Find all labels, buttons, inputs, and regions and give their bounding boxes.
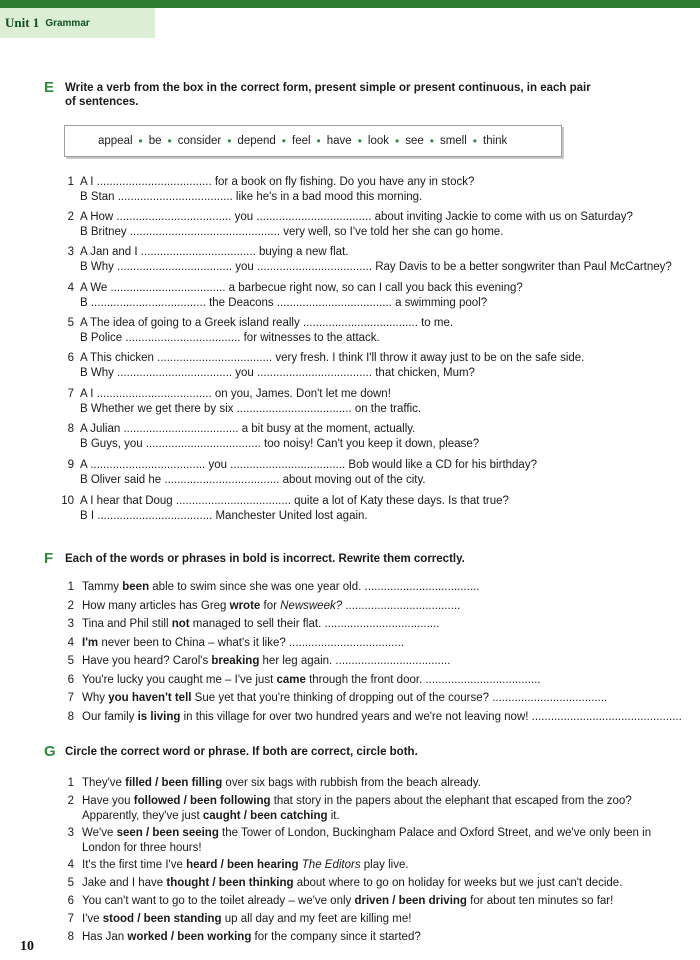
sentence-text: We've: [82, 827, 117, 839]
bold-phrase: not: [171, 618, 190, 630]
item-number: 7: [67, 388, 74, 400]
exercise-g-item: [67, 912, 412, 927]
exercise-f-item: [67, 710, 682, 725]
line-a: A How .................................... you .................................... about inviting Jackie to come with us on Saturday?: [80, 211, 633, 223]
line-b: B Britney ............................................... very well, so I've told her she can go home.: [80, 226, 504, 238]
word-box-word: be: [148, 135, 162, 147]
exercise-g-item: [67, 876, 623, 891]
word-box-word: smell: [439, 135, 467, 147]
section-f-letter: F: [44, 550, 54, 567]
item-number: 9: [67, 459, 74, 471]
bullet-separator: •: [357, 134, 362, 148]
line-a: A .................................... you .................................... Bob would like a CD for his birthday?: [80, 459, 537, 471]
sentence-text: that story in the papers about the elephant that escaped from the zoo?: [270, 795, 632, 807]
word-box-word: feel: [292, 135, 311, 147]
line-1: [82, 858, 409, 873]
line-b: B Police .................................... for witnesses to the attack.: [80, 332, 380, 344]
item-number: 3: [67, 618, 74, 630]
bullet-separator: •: [138, 134, 143, 148]
sentence-text: Has Jan: [82, 931, 128, 943]
sentence-text: It's the first time I've: [82, 859, 187, 871]
word-box-word: look: [367, 135, 389, 147]
item-number: 10: [61, 495, 74, 507]
sentence-text: Jake and I have: [82, 877, 167, 889]
exercise-f-item: [67, 636, 404, 651]
item-number: 7: [67, 913, 74, 925]
line-b: B Why .................................... you .................................... Ray Davis to be a better songwriter than Paul McCartney?: [80, 261, 672, 273]
line-b: B Oliver said he .................................... about moving out of the city.: [80, 474, 426, 486]
section-g-instruction: Circle the correct word or phrase. If both are correct, circle both.: [65, 746, 418, 758]
bullet-separator: •: [316, 134, 321, 148]
exercise-g-item: [67, 826, 652, 856]
section-label: Grammar: [45, 17, 90, 29]
exercise-g-item: [67, 858, 409, 873]
sentence-text: in this village for over two hundred years and we're not leaving now! ...............................................: [180, 710, 682, 723]
sentence-text: for the company since it started?: [251, 931, 421, 943]
exercise-f-item: [67, 654, 451, 669]
choice-phrase: caught / been catching: [202, 810, 328, 822]
choice-phrase: worked / been working: [127, 931, 252, 943]
exercise-f-item: [67, 691, 608, 706]
exercise-e-item: [67, 422, 480, 452]
line-1: [82, 794, 632, 809]
section-e-letter: E: [44, 79, 55, 96]
sentence-text: You can't want to go to the toilet already – we've only: [82, 895, 355, 907]
line-1: [82, 930, 421, 945]
sentence-text: Sue yet that you're thinking of dropping out of the course? ....................................: [191, 692, 608, 704]
exercise-e-item: [67, 281, 523, 311]
exercise-e-item: [67, 245, 672, 275]
bold-phrase: you haven't tell: [108, 692, 192, 704]
line-b: B Why .................................... you .................................... that chicken, Mum?: [80, 367, 475, 379]
item-number: 2: [67, 795, 74, 807]
choice-phrase: driven / been driving: [354, 895, 467, 907]
item-number: 1: [67, 777, 74, 789]
line-1: [82, 912, 411, 927]
word-box-word: depend: [237, 135, 276, 147]
sentence-text: How many articles has Greg: [82, 599, 230, 612]
item-number: 1: [67, 581, 74, 593]
sentence-text: for about ten minutes so far!: [466, 895, 614, 907]
bullet-separator: •: [227, 134, 232, 148]
choice-phrase: stood / been standing: [102, 913, 222, 925]
sentence-text: Tina and Phil still: [82, 618, 172, 630]
section-g-letter: G: [44, 743, 56, 760]
item-number: 5: [67, 877, 74, 889]
line-1: [82, 826, 651, 841]
section-f-instruction: Each of the words or phrases in bold is incorrect. Rewrite them correctly.: [65, 553, 465, 565]
item-number: 7: [67, 692, 74, 704]
sentence-text: up all day and my feet are killing me!: [221, 913, 412, 925]
choice-phrase: seen / been seeing: [116, 827, 219, 839]
word-box-word: see: [405, 135, 424, 147]
section-e-instruction-line2: of sentences.: [65, 96, 139, 108]
choice-phrase: thought / been thinking: [166, 877, 294, 889]
verb-word-box: [64, 125, 562, 157]
exercise-g-item: [67, 930, 421, 945]
line-a: A Julian .................................... a bit busy at the moment, actually.: [80, 423, 416, 435]
sentence-text: her leg again. ....................................: [259, 655, 451, 667]
sentence-text: Have you: [82, 795, 134, 807]
exercise-f-item: [67, 580, 480, 595]
word-box-word: think: [483, 135, 508, 147]
sentence-text: play live.: [360, 859, 409, 871]
line-a: A We .................................... a barbecue right now, so can I call you back this evening?: [80, 282, 523, 294]
sentence-text: managed to sell their flat. ....................................: [189, 618, 440, 630]
sentence-text: the Tower of London, Buckingham Palace and Oxford Street, and we've only been in: [218, 827, 652, 839]
exercise-e-item: [67, 316, 454, 346]
line-b: B .................................... the Deacons .................................... a swimming pool?: [80, 297, 488, 309]
exercise-e-item: [67, 351, 585, 381]
item-number: 6: [67, 352, 74, 364]
item-number: 8: [67, 423, 74, 435]
line-b: B Whether we get there by six .................................... on the traffic.: [80, 403, 422, 415]
exercise-e-item: [67, 210, 633, 240]
word-box-word: have: [326, 135, 352, 147]
line-a: A I .................................... on you, James. Don't let me down!: [80, 388, 391, 400]
bold-phrase: I'm: [82, 636, 99, 649]
sentence-text: ....................................: [342, 599, 461, 612]
item-number: 8: [67, 710, 74, 723]
line-b: B I .................................... Manchester United lost again.: [80, 510, 368, 522]
bold-phrase: is living: [137, 710, 181, 723]
sentence-text: about where to go on holiday for weeks but we just can't decide.: [293, 877, 623, 889]
item-number: 5: [67, 655, 74, 667]
exercise-e-item: [61, 494, 509, 524]
choice-phrase: filled / been filling: [125, 777, 223, 789]
line-a: A Jan and I .................................... buying a new flat.: [80, 246, 349, 258]
choice-phrase: followed / been following: [133, 795, 271, 807]
page-number: 10: [20, 939, 34, 954]
line-1: [82, 776, 481, 791]
bullet-separator: •: [395, 134, 400, 148]
unit-header-tab: [0, 8, 155, 38]
choice-phrase: heard / been hearing: [186, 859, 299, 871]
bold-phrase: came: [276, 673, 306, 686]
word-box-word: appeal: [98, 135, 133, 147]
line-2: [82, 841, 651, 856]
item-number: 5: [67, 317, 74, 329]
sentence-text: Tammy: [82, 581, 123, 593]
line-b: B Stan .................................... like he's in a bad mood this morning.: [80, 191, 423, 203]
word-box-word: consider: [177, 135, 222, 147]
exercise-f-item: [67, 617, 440, 632]
bold-phrase: wrote: [229, 599, 261, 612]
italic-title: Newsweek?: [280, 599, 343, 612]
exercise-e-item: [67, 387, 422, 417]
sentence-text: London for three hours!: [82, 842, 202, 854]
line-a: A This chicken .................................... very fresh. I think I'll throw it away just to be on the safe side.: [80, 352, 585, 364]
bullet-separator: •: [472, 134, 477, 148]
sentence-text: They've: [82, 777, 126, 789]
line-a: A The idea of going to a Greek island really .................................... to me.: [80, 317, 454, 329]
sentence-text: I've: [82, 913, 103, 925]
unit-label: Unit 1: [5, 15, 40, 30]
item-number: 3: [67, 827, 74, 839]
item-number: 2: [67, 211, 74, 223]
item-number: 1: [67, 176, 74, 188]
exercise-g-item: [67, 894, 614, 909]
item-number: 8: [67, 931, 74, 943]
exercise-e-item: [67, 458, 537, 488]
bold-phrase: breaking: [211, 655, 260, 667]
sentence-text: Why: [82, 692, 109, 704]
exercise-f-item: [67, 673, 541, 688]
item-number: 2: [67, 599, 74, 612]
bullet-separator: •: [167, 134, 172, 148]
section-e-instruction-line1: Write a verb from the box in the correct form, present simple or present continuous, in each pair: [65, 82, 591, 94]
line-a: A I .................................... for a book on fly fishing. Do you have any in stock?: [80, 176, 475, 188]
sentence-text: You're lucky you caught me – I've just: [82, 673, 277, 686]
sentence-text: through the front door. ....................................: [305, 673, 541, 686]
item-number: 4: [67, 636, 74, 649]
exercise-e-item: [67, 175, 475, 205]
item-number: 4: [67, 859, 74, 871]
bullet-separator: •: [429, 134, 434, 148]
line-a: A I hear that Doug .................................... quite a lot of Katy these days. Is that true?: [80, 495, 509, 507]
sentence-text: Apparently, they've just: [82, 810, 203, 822]
top-color-bar: [0, 0, 700, 8]
sentence-text: able to swim since she was one year old. ....................................: [149, 581, 480, 593]
italic-title: The Editors: [301, 859, 361, 871]
line-1: [82, 876, 622, 891]
section-e-instruction: [65, 81, 591, 109]
line-1: [82, 894, 613, 909]
line-2: [82, 809, 632, 824]
exercise-f-item: [67, 599, 461, 614]
exercise-g-item: [67, 776, 481, 791]
sentence-text: Our family: [82, 710, 138, 723]
sentence-text: never been to China – what's it like? ....................................: [98, 636, 404, 649]
sentence-text: over six bags with rubbish from the beach already.: [222, 777, 481, 789]
sentence-text: Have you heard? Carol's: [82, 655, 212, 667]
exercise-g-item: [67, 794, 632, 824]
line-b: B Guys, you .................................... too noisy! Can't you keep it down, please?: [80, 438, 480, 450]
item-number: 6: [67, 895, 74, 907]
sentence-text: for: [260, 599, 281, 612]
sentence-text: it.: [327, 810, 340, 822]
item-number: 4: [67, 282, 74, 294]
item-number: 6: [67, 673, 74, 686]
bold-phrase: been: [122, 581, 150, 593]
bullet-separator: •: [281, 134, 286, 148]
item-number: 3: [67, 246, 74, 258]
